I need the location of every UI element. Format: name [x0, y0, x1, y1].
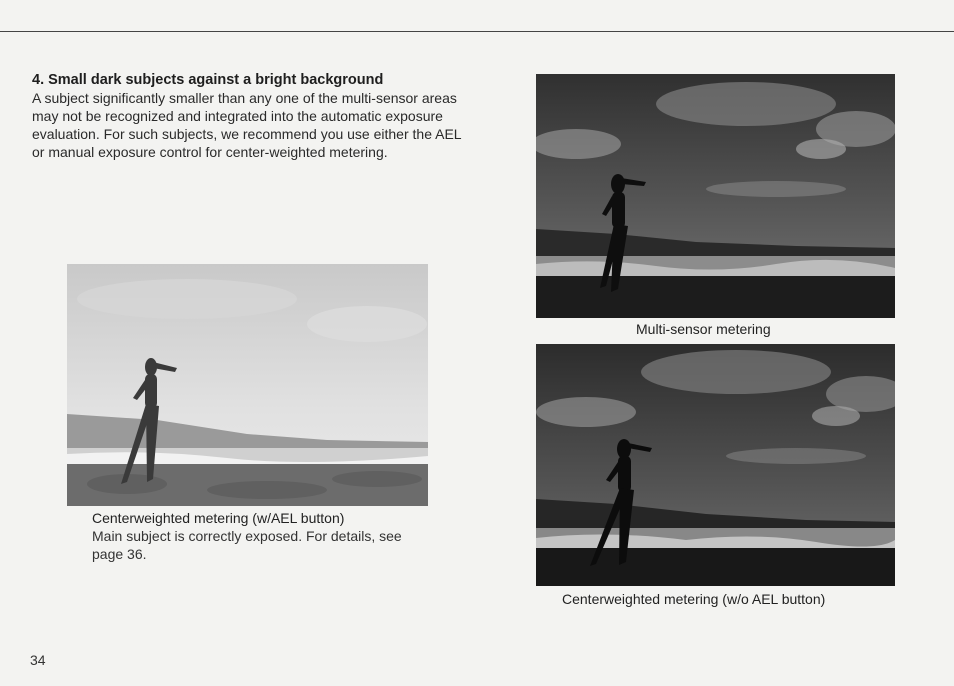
section-heading: 4. Small dark subjects against a bright background	[32, 72, 384, 88]
caption-centerweighted-ael-title: Centerweighted metering (w/AEL button)	[92, 510, 345, 526]
header-rule	[0, 31, 954, 32]
beach-photo-dark-1	[536, 74, 895, 318]
text-section	[32, 72, 472, 161]
photo-multi-sensor	[536, 74, 895, 318]
caption-multi-sensor: Multi-sensor metering	[636, 321, 771, 337]
caption-centerweighted-no-ael: Centerweighted metering (w/o AEL button)	[562, 591, 826, 607]
caption-centerweighted-ael-note: Main subject is correctly exposed. For details, see page 36.	[92, 528, 402, 562]
beach-photo-dark-2	[536, 344, 895, 586]
beach-photo-bright	[67, 264, 428, 506]
caption-centerweighted-ael	[92, 509, 422, 563]
section-body: A subject significantly smaller than any one of the multi-sensor areas may not be recognized and integrated into the automatic exposure evaluation. For such subjects, we recommend you use either the AEL or manual exposure control for center-weighted metering.	[32, 90, 462, 160]
photo-centerweighted-no-ael	[536, 344, 895, 586]
page-number: 34	[30, 652, 46, 668]
photo-centerweighted-ael	[67, 264, 428, 506]
